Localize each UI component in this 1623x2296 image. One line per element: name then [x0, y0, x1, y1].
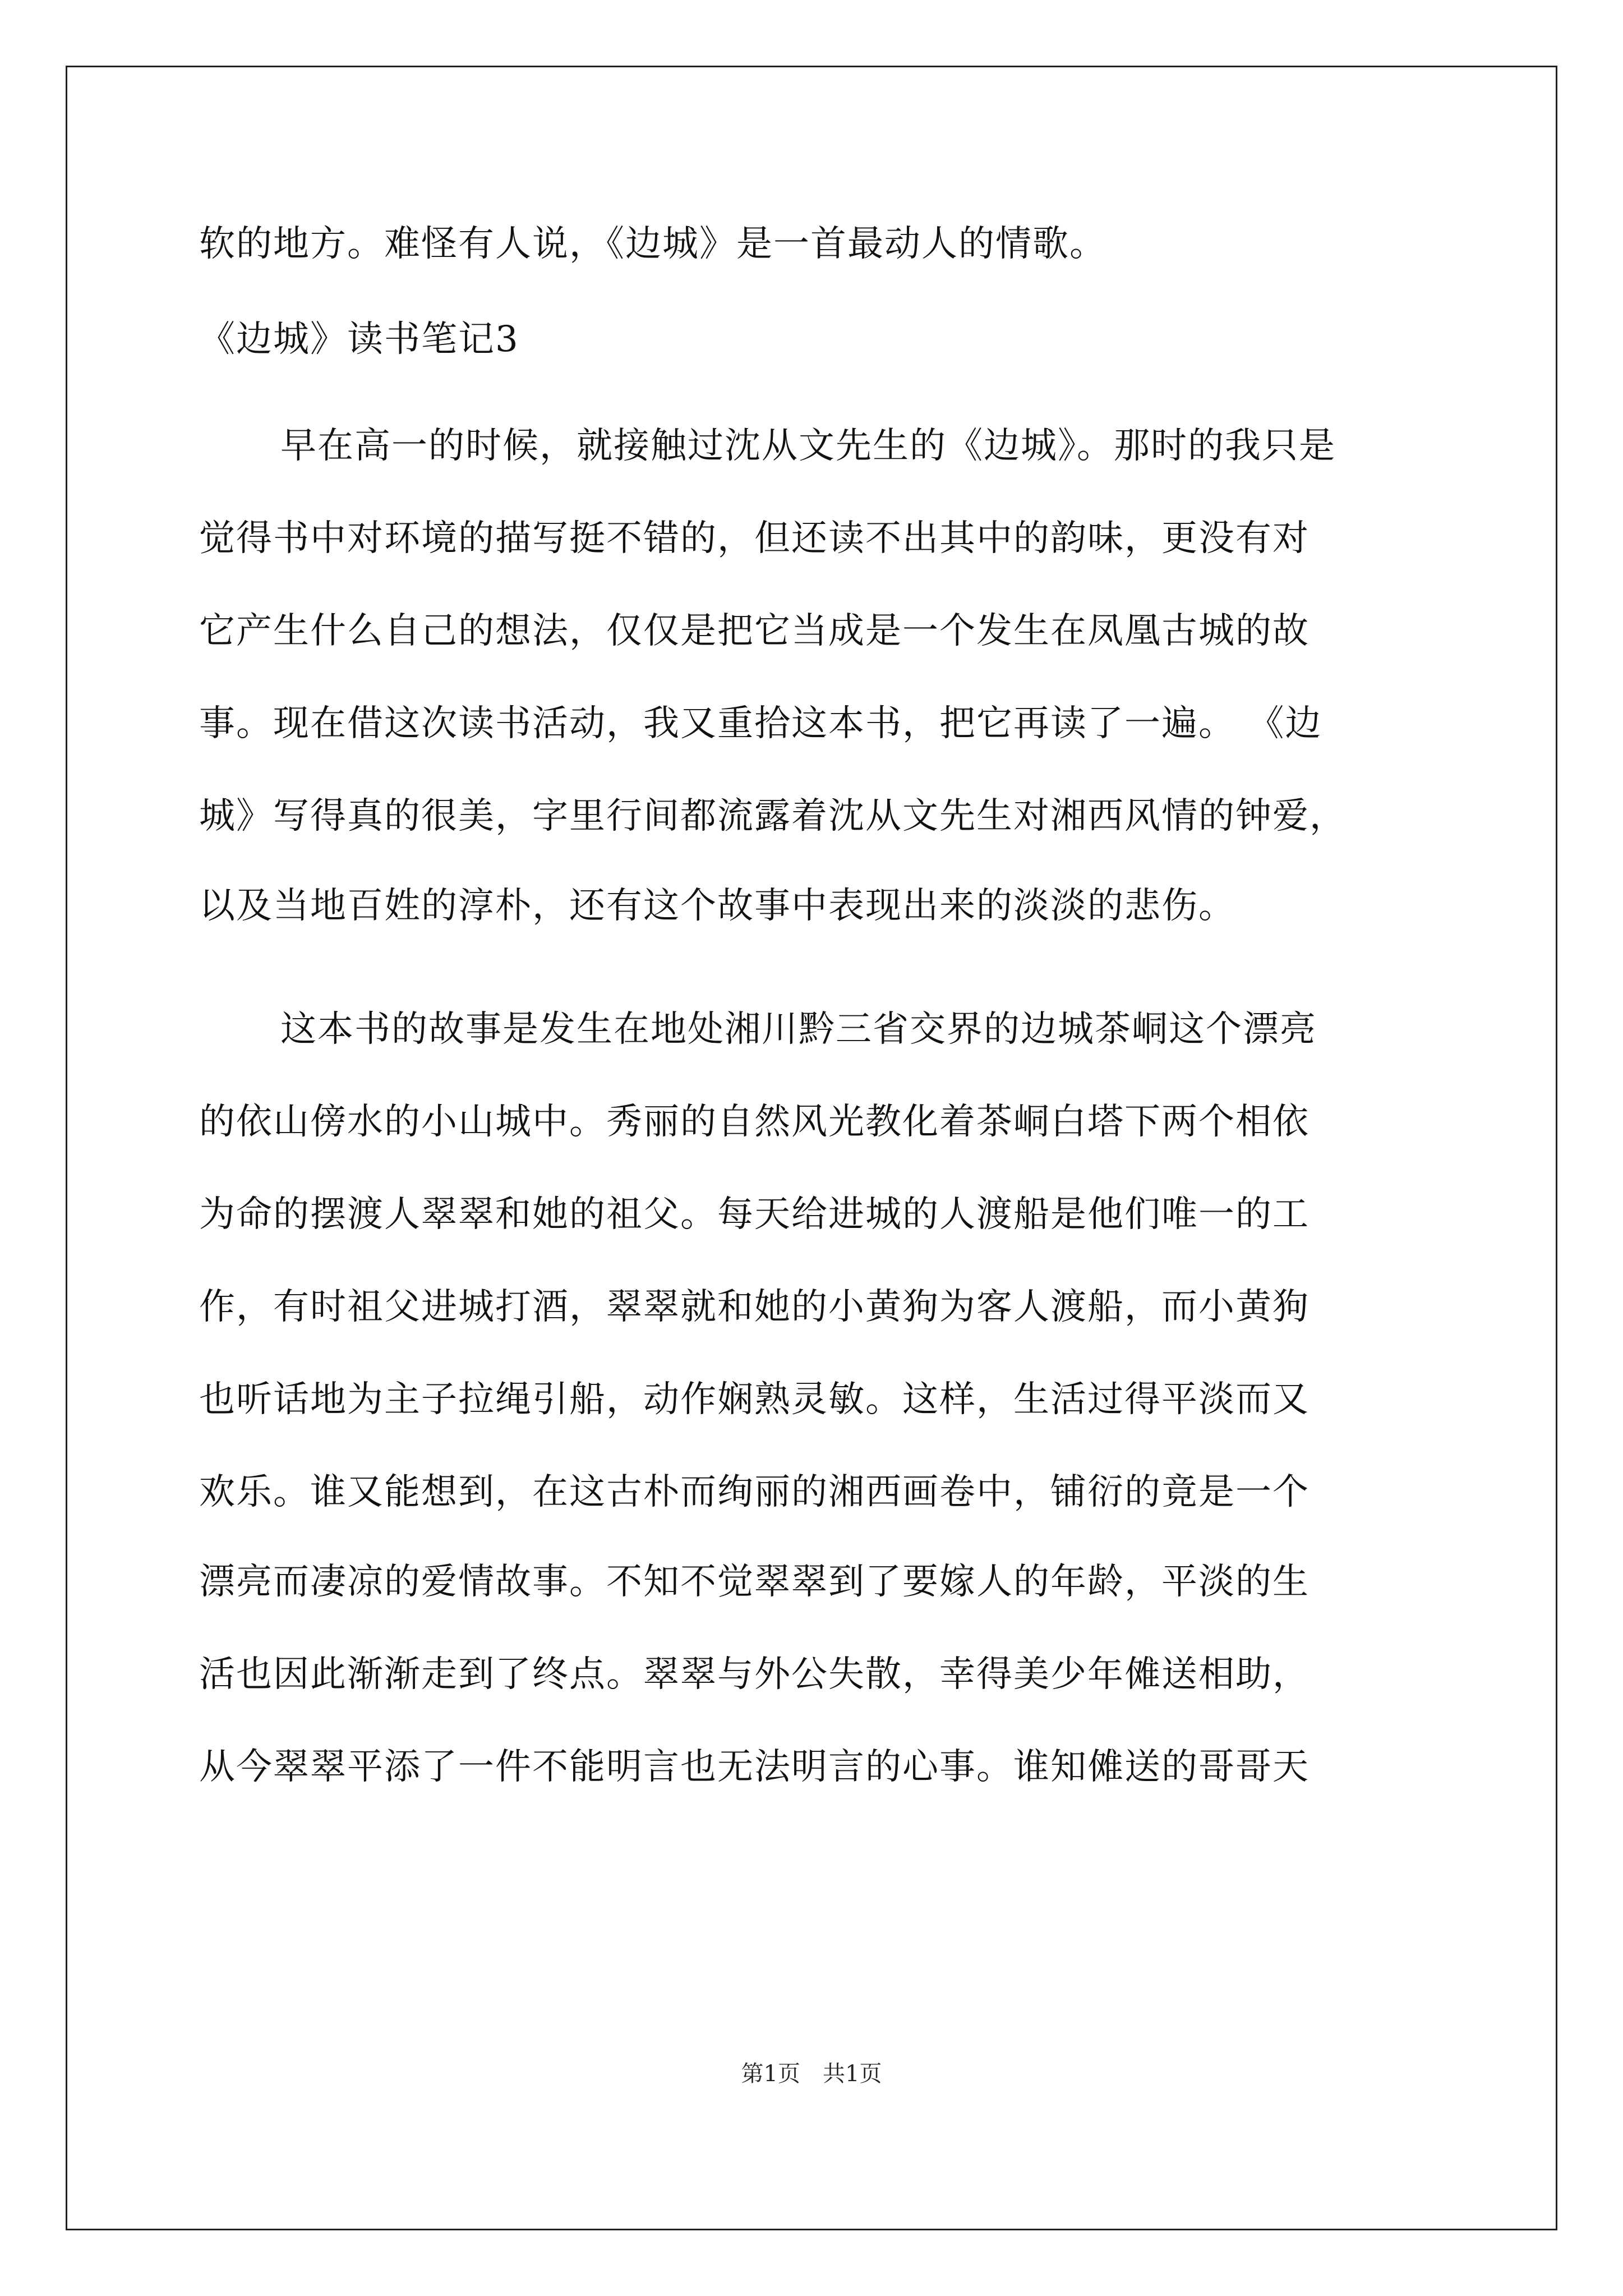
section-heading: 《边城》读书笔记3 — [199, 319, 519, 360]
text-line: 它产生什么自己的想法，仅仅是把它当成是一个发生在凤凰古城的故 — [199, 610, 1310, 652]
text-line: 活也因此渐渐走到了终点。翠翠与外公失散，幸得美少年傩送相助， — [199, 1654, 1310, 1695]
text-line: 城》写得真的很美，字里行间都流露着沈从文先生对湘西风情的钟爱， — [199, 795, 1347, 837]
text-line: 这本书的故事是发生在地处湘川黔三省交界的边城茶峒这个漂亮 — [280, 1009, 1317, 1050]
text-line: 从今翠翠平添了一件不能明言也无法明言的心事。谁知傩送的哥哥天 — [199, 1746, 1310, 1788]
page-footer: 第1页 共1页 — [741, 2061, 882, 2087]
page-border — [66, 66, 1557, 2230]
text-line: 为命的摆渡人翠翠和她的祖父。每天给进城的人渡船是他们唯一的工 — [199, 1194, 1310, 1235]
text-line: 以及当地百姓的淳朴，还有这个故事中表现出来的淡淡的悲伤。 — [199, 885, 1235, 927]
text-line: 也听话地为主子拉绳引船，动作娴熟灵敏。这样，生活过得平淡而又 — [199, 1379, 1310, 1420]
text-line: 软的地方。难怪有人说，《边城》是一首最动人的情歌。 — [199, 223, 1106, 265]
text-line: 事。现在借这次读书活动，我又重拾这本书，把它再读了一遍。 《边 — [199, 703, 1322, 744]
text-line: 的依山傍水的小山城中。秀丽的自然风光教化着茶峒白塔下两个相依 — [199, 1101, 1310, 1143]
text-line: 早在高一的时候，就接触过沈从文先生的《边城》。那时的我只是 — [280, 425, 1336, 467]
text-line: 作，有时祖父进城打酒，翠翠就和她的小黄狗为客人渡船，而小黄狗 — [199, 1286, 1310, 1328]
text-line: 欢乐。谁又能想到，在这古朴而绚丽的湘西画卷中，铺衍的竟是一个 — [199, 1471, 1310, 1513]
text-line: 觉得书中对环境的描写挺不错的，但还读不出其中的韵味，更没有对 — [199, 518, 1310, 559]
text-line: 漂亮而凄凉的爱情故事。不知不觉翠翠到了要嫁人的年龄，平淡的生 — [199, 1561, 1310, 1603]
